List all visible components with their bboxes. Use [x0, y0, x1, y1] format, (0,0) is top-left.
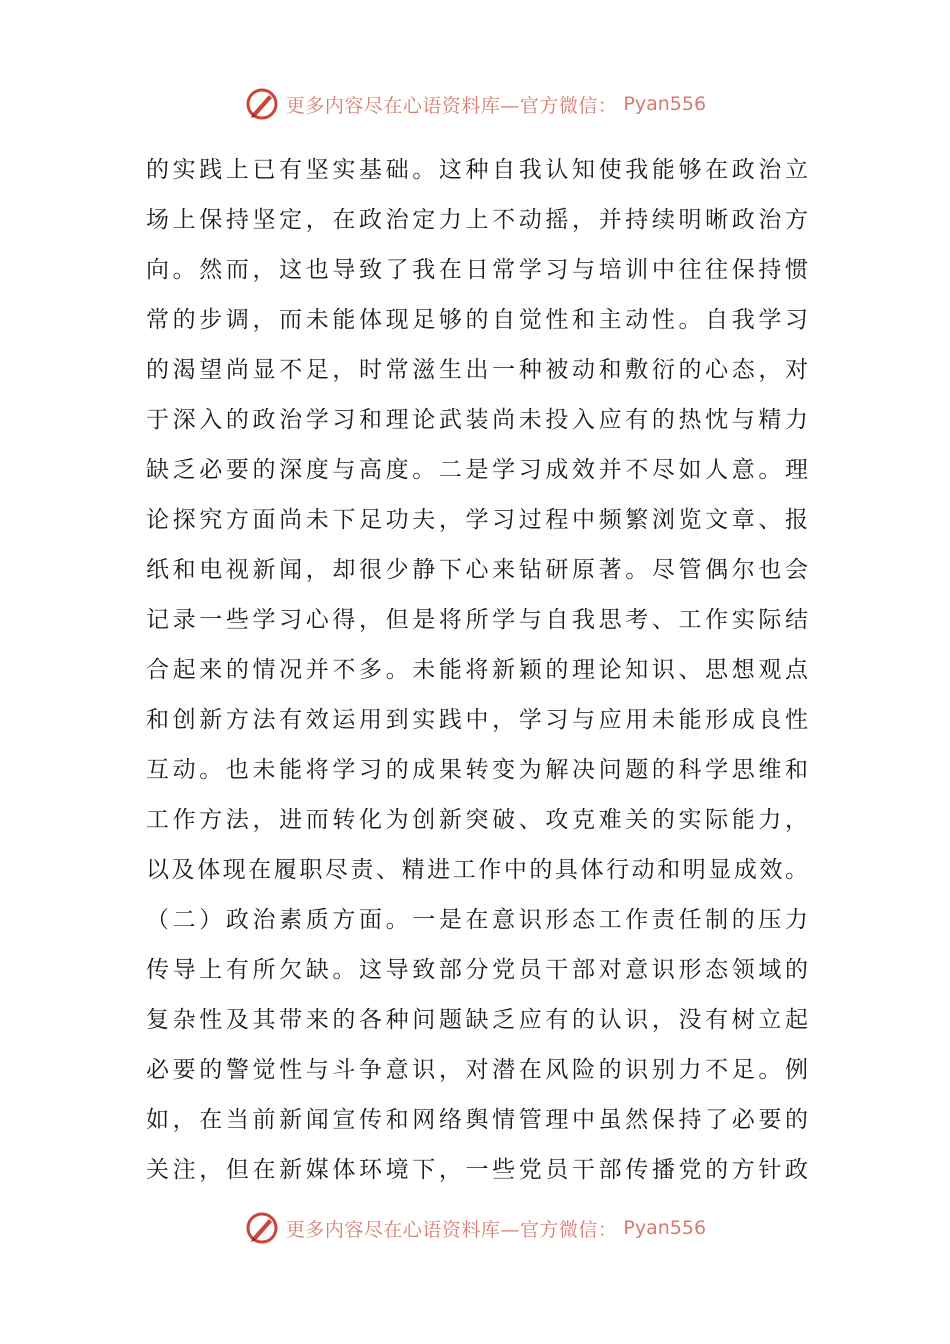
pen-logo-icon — [244, 86, 280, 122]
watermark-text: 更多内容尽在心语资料库—官方微信： — [285, 1218, 618, 1241]
body-line: 的实践上已有坚实基础。这种自我认知使我能够在政治立 — [146, 157, 808, 183]
body-line: 工作方法，进而转化为创新突破、攻克难关的实际能力， — [146, 807, 808, 833]
body-line: 互动。也未能将学习的成果转变为解决问题的科学思维和 — [146, 757, 808, 783]
body-line: 向。然而，这也导致了我在日常学习与培训中往往保持惯 — [146, 257, 808, 283]
body-line: （二）政治素质方面。一是在意识形态工作责任制的压力 — [146, 907, 808, 933]
body-line: 合起来的情况并不多。未能将新颖的理论知识、思想观点 — [146, 657, 808, 683]
header-watermark — [0, 84, 950, 124]
body-line: 的渴望尚显不足，时常滋生出一种被动和敷衍的心态，对 — [146, 357, 808, 383]
body-line: 常的步调，而未能体现足够的自觉性和主动性。自我学习 — [146, 307, 808, 333]
document-body — [146, 145, 808, 1195]
pen-logo-icon — [244, 1210, 280, 1246]
body-line: 和创新方法有效运用到实践中，学习与应用未能形成良性 — [146, 707, 808, 733]
body-line: 纸和电视新闻，却很少静下心来钻研原著。尽管偶尔也会 — [146, 557, 808, 583]
body-line: 论探究方面尚未下足功夫，学习过程中频繁浏览文章、报 — [146, 507, 808, 533]
footer-watermark — [0, 1208, 950, 1248]
body-line: 以及体现在履职尽责、精进工作中的具体行动和明显成效。 — [146, 857, 808, 883]
watermark-account: Pyan556 — [623, 93, 707, 115]
watermark-text: 更多内容尽在心语资料库—官方微信： — [285, 94, 618, 117]
body-line: 场上保持坚定，在政治定力上不动摇，并持续明晰政治方 — [146, 207, 808, 233]
body-line: 必要的警觉性与斗争意识，对潜在风险的识别力不足。例 — [146, 1057, 808, 1083]
body-line: 如，在当前新闻宣传和网络舆情管理中虽然保持了必要的 — [146, 1107, 808, 1133]
body-line: 记录一些学习心得，但是将所学与自我思考、工作实际结 — [146, 607, 808, 633]
body-line: 于深入的政治学习和理论武装尚未投入应有的热忱与精力 — [146, 407, 808, 433]
body-line: 复杂性及其带来的各种问题缺乏应有的认识，没有树立起 — [146, 1007, 808, 1033]
body-line: 传导上有所欠缺。这导致部分党员干部对意识形态领域的 — [146, 957, 808, 983]
body-line: 关注，但在新媒体环境下，一些党员干部传播党的方针政 — [146, 1157, 808, 1183]
watermark-account: Pyan556 — [623, 1217, 707, 1239]
body-line: 缺乏必要的深度与高度。二是学习成效并不尽如人意。理 — [146, 457, 808, 483]
